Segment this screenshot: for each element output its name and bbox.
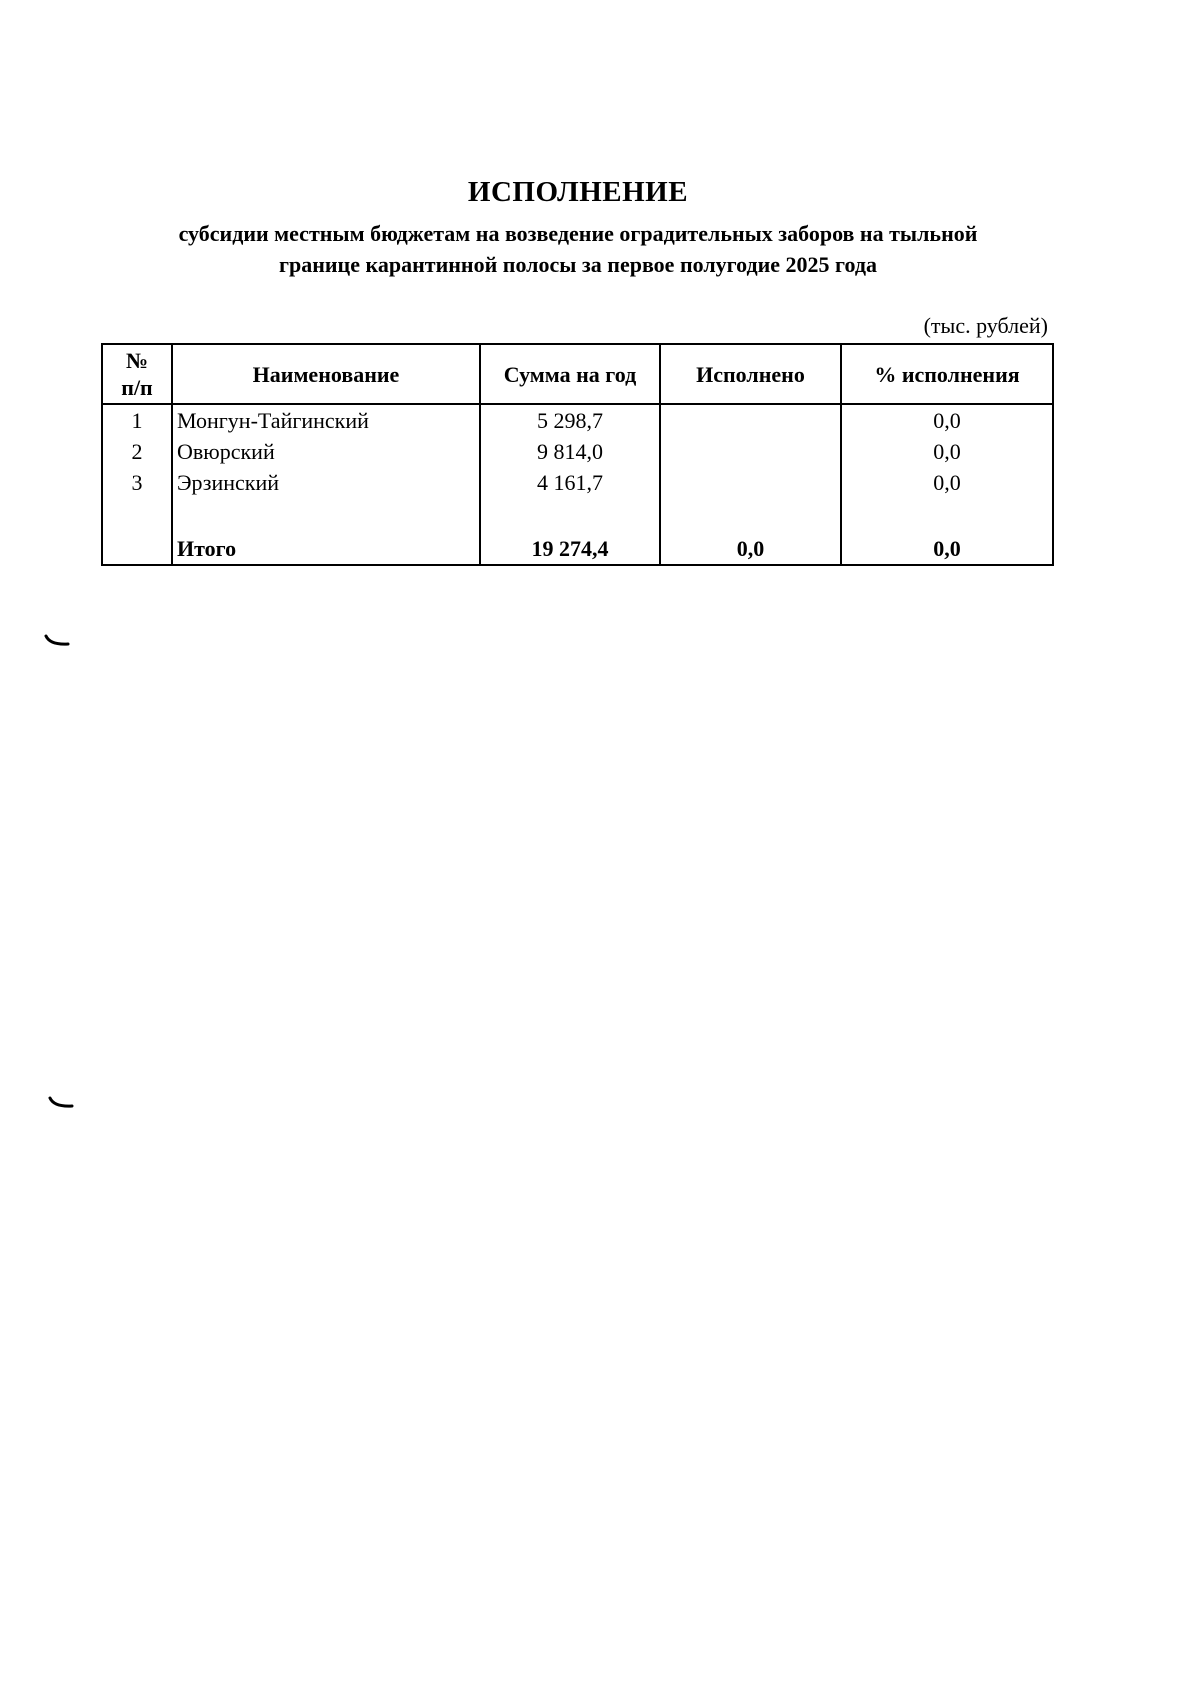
spacer-cell	[841, 498, 1053, 532]
table-row	[102, 436, 1053, 467]
spacer-cell	[660, 498, 841, 532]
units-note: (тыс. рублей)	[923, 313, 1048, 338]
table-total-row	[102, 532, 1053, 565]
subtitle-line-1: субсидии местным бюджетам на возведение оградительных заборов на тыльной	[178, 221, 978, 246]
header-amount: Сумма на год	[480, 344, 660, 404]
header-percent: % исполнения	[841, 344, 1053, 404]
header-number-abbrev: п/п	[121, 375, 153, 400]
scan-mark-upper	[44, 634, 70, 648]
total-percent: 0,0	[841, 532, 1053, 565]
spacer-cell	[172, 498, 480, 532]
row-amount: 9 814,0	[480, 436, 660, 467]
row-amount: 5 298,7	[480, 404, 660, 436]
document-title: ИСПОЛНЕНИЕ	[467, 176, 689, 208]
row-done	[660, 436, 841, 467]
row-number: 2	[102, 436, 172, 467]
table-row	[102, 404, 1053, 436]
header-done: Исполнено	[660, 344, 841, 404]
total-amount: 19 274,4	[480, 532, 660, 565]
table-row	[102, 467, 1053, 498]
header-number-symbol: №	[125, 348, 149, 373]
row-number: 1	[102, 404, 172, 436]
row-name: Эрзинский	[172, 467, 480, 498]
header-name: Наименование	[172, 344, 480, 404]
execution-table	[101, 343, 1054, 566]
row-number: 3	[102, 467, 172, 498]
row-percent: 0,0	[841, 436, 1053, 467]
header-number	[102, 344, 172, 404]
row-percent: 0,0	[841, 404, 1053, 436]
row-done	[660, 404, 841, 436]
spacer-cell	[480, 498, 660, 532]
total-done: 0,0	[660, 532, 841, 565]
spacer-cell	[102, 498, 172, 532]
total-label: Итого	[172, 532, 480, 565]
row-amount: 4 161,7	[480, 467, 660, 498]
row-done	[660, 467, 841, 498]
scan-mark-lower	[48, 1096, 74, 1110]
table-header-row	[102, 344, 1053, 404]
document-subtitle	[100, 218, 1056, 280]
row-percent: 0,0	[841, 467, 1053, 498]
row-name: Овюрский	[172, 436, 480, 467]
total-number	[102, 532, 172, 565]
subtitle-line-2: границе карантинной полосы за первое полугодие 2025 года	[278, 252, 877, 277]
table-spacer-row	[102, 498, 1053, 532]
row-name: Монгун-Тайгинский	[172, 404, 480, 436]
